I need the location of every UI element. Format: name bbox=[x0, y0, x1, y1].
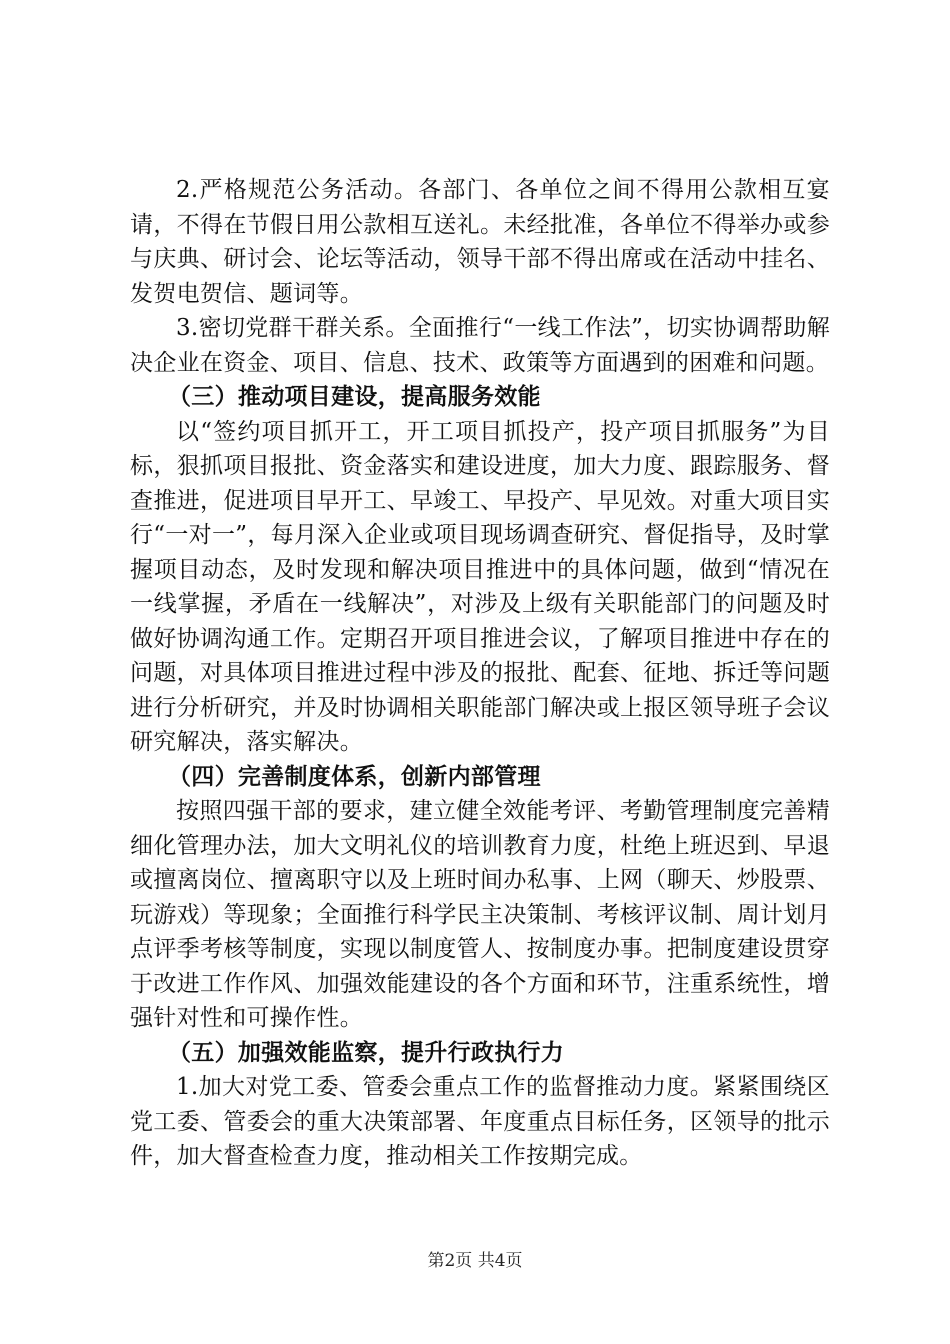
paragraph-party-mass-relations: 3.密切党群干群关系。全面推行“一线工作法”，切实协调帮助解决企业在资金、项目、信息、技术、政策等方面遇到的困难和问题。 bbox=[130, 315, 830, 376]
paragraph-public-affairs: 2.严格规范公务活动。各部门、各单位之间不得用公款相互宴请，不得在节假日用公款相互送礼。未经批准，各单位不得举办或参与庆典、研讨会、论坛等活动，领导干部不得出席或在活动中挂名、发贺电贺信、题词等。 bbox=[130, 177, 830, 307]
paragraph-supervision-key-work: 1.加大对党工委、管委会重点工作的监督推动力度。紧紧围绕区党工委、管委会的重大决策部署、年度重点目标任务，区领导的批示件，加大督查检查力度，推动相关工作按期完成。 bbox=[130, 1074, 830, 1169]
page-number-footer: 第2页 共4页 bbox=[427, 1251, 523, 1271]
paragraph-project-construction: 以“签约项目抓开工，开工项目抓投产，投产项目抓服务”为目标，狠抓项目报批、资金落实和建设进度，加大力度、跟踪服务、督查推进，促进项目早开工、早竣工、早投产、早见效。对重大项目实行“一对一”，每月深入企业或项目现场调查研究、督促指导，及时掌握项目动态，及时发现和解决项目推进中的具体问题，做到“情况在一线掌握，矛盾在一线解决”，对涉及上级有关职能部门的问题及时做好协调沟通工作。定期召开项目推进会议，了解项目推进中存在的问题，对具体项目推进过程中涉及的报批、配套、征地、拆迁等问题进行分析研究，并及时协调相关职能部门解决或上报区领导班子会议研究解决，落实解决。 bbox=[130, 418, 830, 755]
section-heading-project-construction: （三）推动项目建设，提高服务效能 bbox=[168, 384, 541, 410]
section-heading-efficiency-supervision: （五）加强效能监察，提升行政执行力 bbox=[168, 1039, 565, 1066]
document-body bbox=[130, 173, 830, 1174]
section-heading-system-improvement: （四）完善制度体系，创新内部管理 bbox=[168, 763, 541, 790]
paragraph-system-improvement: 按照四强干部的要求，建立健全效能考评、考勤管理制度完善精细化管理办法，加大文明礼仪的培训教育力度，杜绝上班迟到、早退或擅离岗位、擅离职守以及上班时间办私事、上网（聊天、炒股票、玩游戏）等现象；全面推行科学民主决策制、考核评议制、周计划月点评季考核等制度，实现以制度管人、按制度办事。把制度建设贯穿于改进工作作风、加强效能建设的各个方面和环节，注重系统性，增强针对性和可操作性。 bbox=[130, 798, 830, 1031]
